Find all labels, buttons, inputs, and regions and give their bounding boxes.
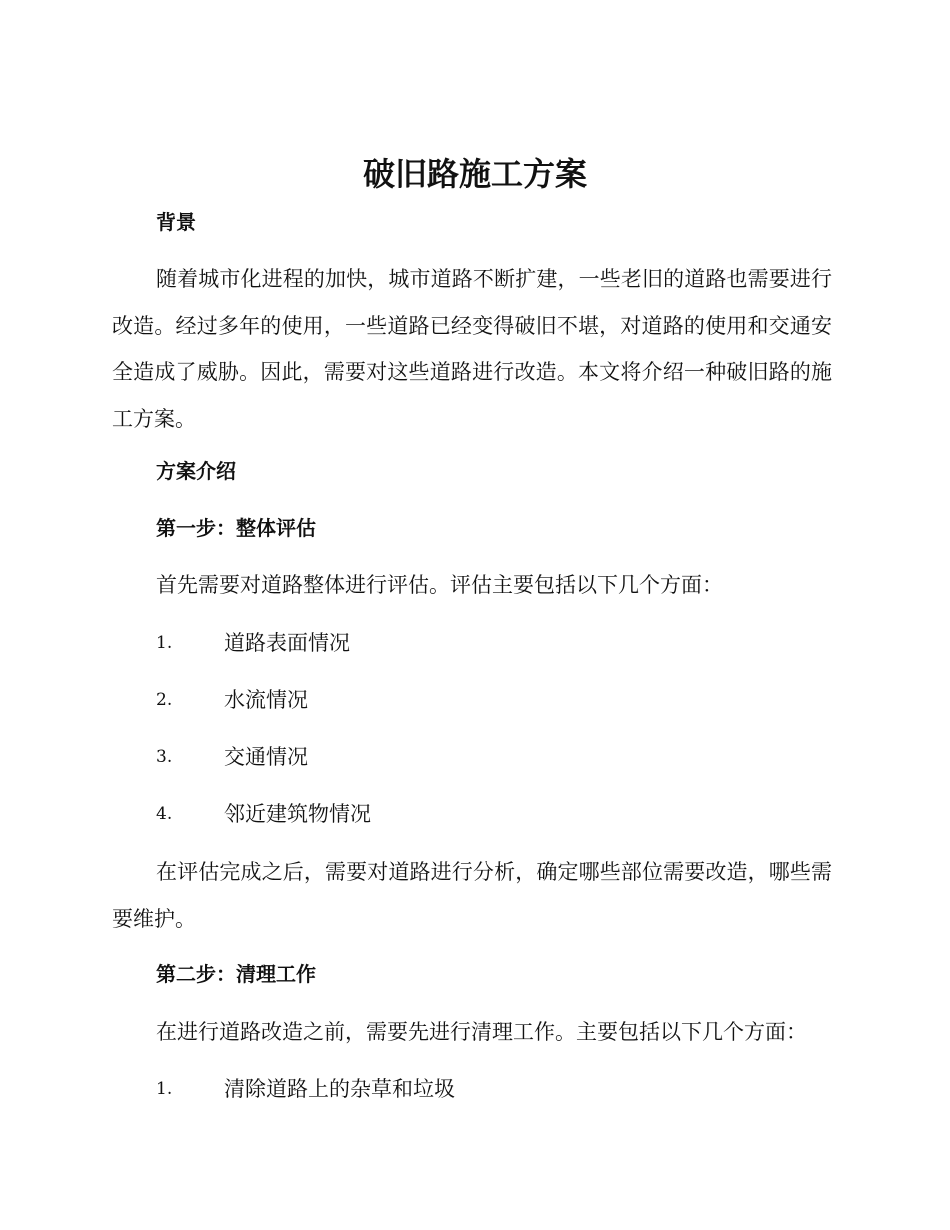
list-text: 邻近建筑物情况	[224, 802, 371, 826]
step1-list-item	[156, 741, 836, 773]
background-paragraph: 随着城市化进程的加快，城市道路不断扩建，一些老旧的道路也需要进行改造。经过多年的使用，一些道路已经变得破旧不堪，对道路的使用和交通安全造成了威胁。因此，需要对这些道路进行改造。本文将介绍一种破旧路的施工方案。	[112, 267, 832, 431]
list-number: 3.	[156, 747, 173, 767]
list-number: 2.	[156, 690, 173, 710]
step2-intro: 在进行道路改造之前，需要先进行清理工作。主要包括以下几个方面：	[156, 1020, 807, 1044]
list-text: 道路表面情况	[224, 631, 350, 655]
list-number: 1.	[156, 633, 173, 653]
list-text: 清除道路上的杂草和垃圾	[224, 1077, 455, 1101]
step2-heading: 第二步：清理工作	[156, 962, 316, 986]
list-text: 交通情况	[224, 745, 308, 769]
document-title: 破旧路施工方案	[362, 155, 587, 193]
list-text: 水流情况	[224, 688, 308, 712]
list-number: 1.	[156, 1079, 173, 1099]
section-heading-background: 背景	[156, 210, 196, 234]
step1-intro: 首先需要对道路整体进行评估。评估主要包括以下几个方面：	[156, 573, 723, 597]
step2-list-item	[156, 1073, 836, 1105]
step1-list-item	[156, 798, 836, 830]
step1-conclusion: 在评估完成之后，需要对道路进行分析，确定哪些部位需要改造，哪些需要维护。	[112, 860, 832, 931]
section-heading-plan-intro: 方案介绍	[156, 459, 236, 483]
list-number: 4.	[156, 804, 173, 824]
step1-heading: 第一步：整体评估	[156, 516, 316, 540]
step1-list-item	[156, 684, 836, 716]
step1-list-item	[156, 627, 836, 659]
